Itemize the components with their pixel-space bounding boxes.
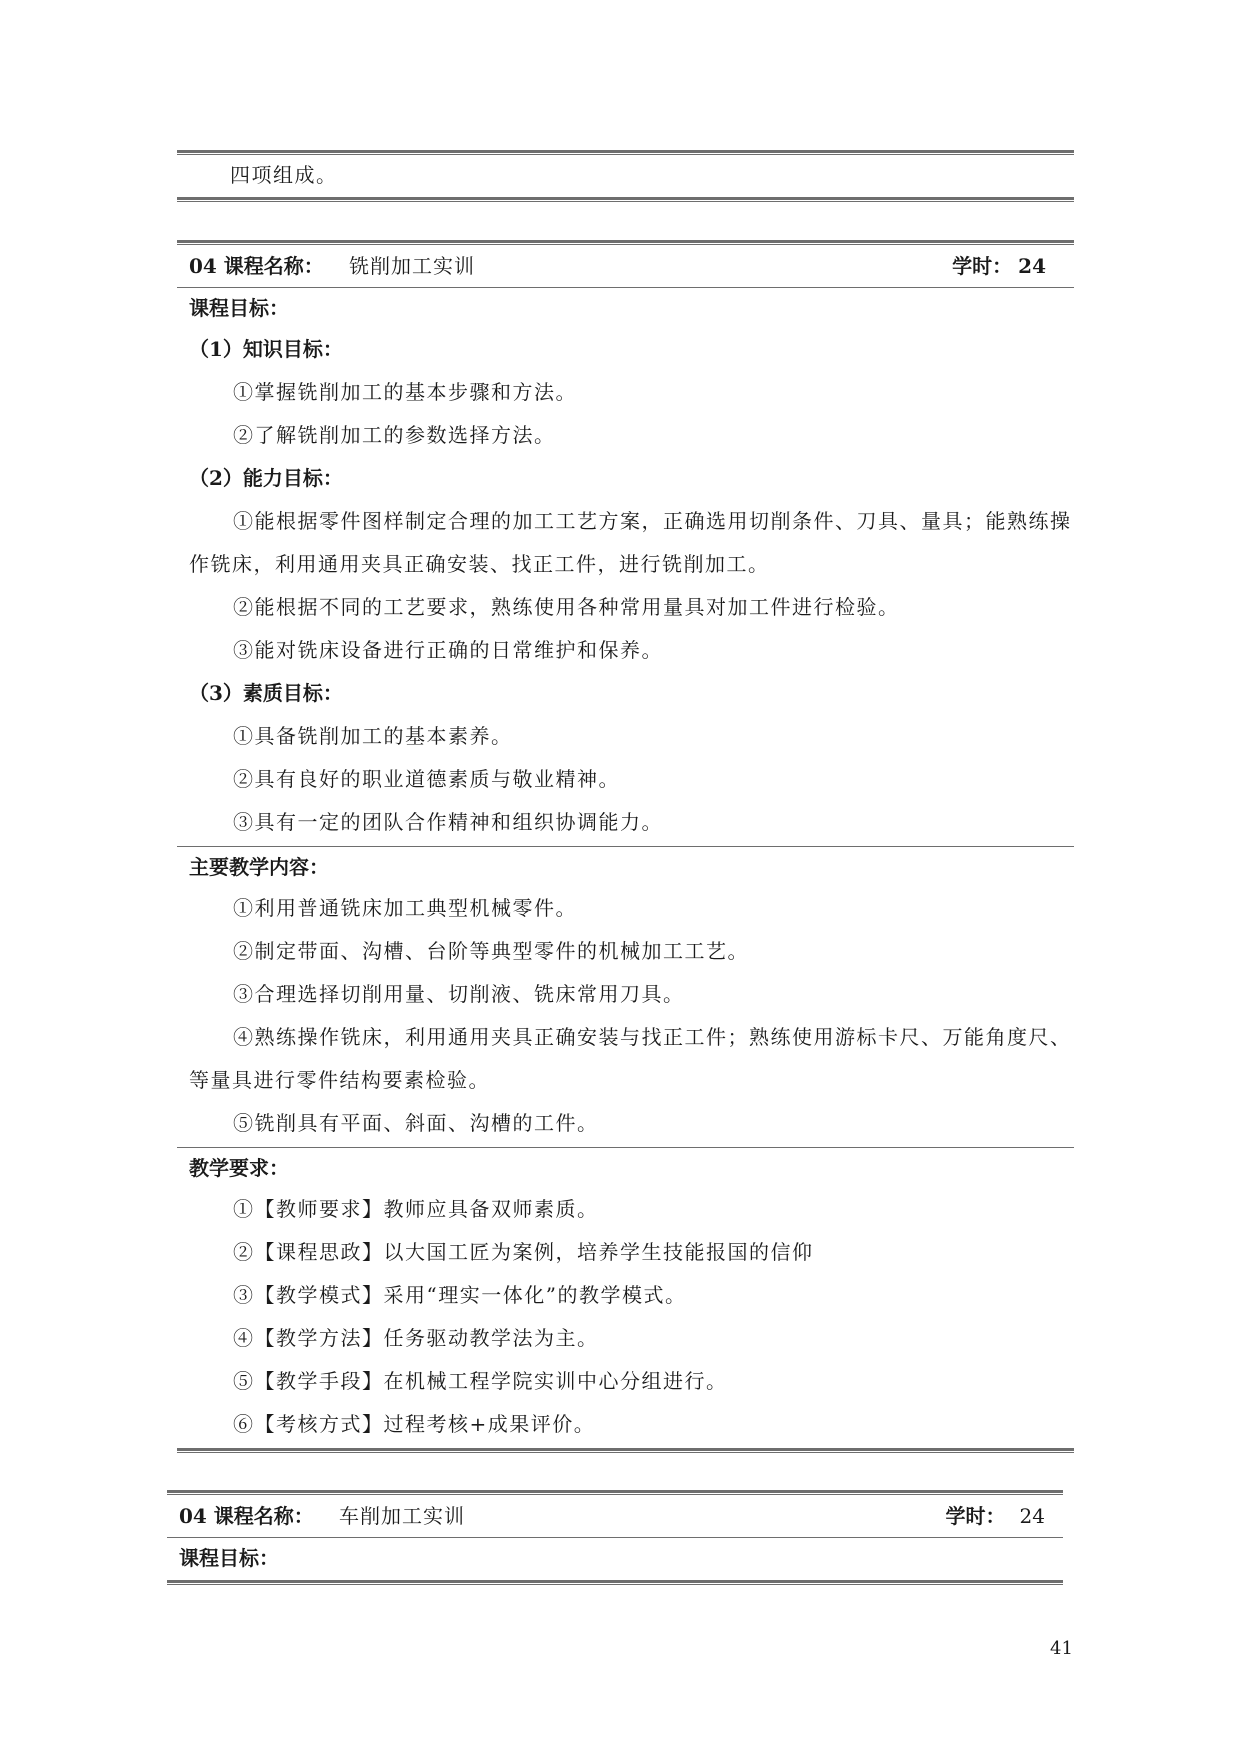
table-border-bottom: [177, 1448, 1074, 1453]
hours-value: 24: [1018, 254, 1046, 278]
list-item: ③【教学模式】采用“理实一体化”的教学模式。: [233, 1283, 687, 1307]
course-name-label: 04 课程名称：: [179, 1504, 314, 1528]
knowledge-title: （1）知识目标：: [189, 337, 343, 361]
list-item: ②制定带面、沟槽、台阶等典型零件的机械加工工艺。: [233, 939, 749, 963]
list-item: ⑥【考核方式】过程考核+成果评价。: [233, 1412, 596, 1436]
table-border-bottom: [177, 197, 1074, 202]
content-title: 主要教学内容：: [189, 855, 329, 879]
paragraph: ④熟练操作铣床，利用通用夹具正确安装与找正工件；熟练使用游标卡尺、万能角度尺、等量具进行零件结构要素检验。: [189, 1025, 1072, 1092]
page-number: 41: [1050, 1638, 1073, 1659]
list-item: ③能对铣床设备进行正确的日常维护和保养。: [233, 638, 663, 662]
list-item: ①利用普通铣床加工典型机械零件。: [233, 896, 577, 920]
list-item: ②【课程思政】以大国工匠为案例，培养学生技能报国的信仰: [233, 1240, 814, 1264]
paragraph: ①能根据零件图样制定合理的加工工艺方案，正确选用切削条件、刀具、量具；能熟练操作铣床，利用通用夹具正确安装、找正工件，进行铣削加工。: [189, 509, 1072, 576]
ability-title: （2）能力目标：: [189, 466, 343, 490]
course-hours: [952, 245, 1046, 287]
objectives-title: 课程目标：: [189, 296, 289, 320]
list-item: ①【教师要求】教师应具备双师素质。: [233, 1197, 599, 1221]
requirements-title: 教学要求：: [189, 1156, 289, 1180]
course-hours: [946, 1495, 1045, 1537]
course-name-label: 04 课程名称：: [189, 254, 324, 278]
list-item: ③具有一定的团队合作精神和组织协调能力。: [233, 810, 663, 834]
list-item: ②具有良好的职业道德素质与敬业精神。: [233, 767, 620, 791]
objectives-title: 课程目标：: [179, 1546, 279, 1570]
list-item: ④【教学方法】任务驱动教学法为主。: [233, 1326, 599, 1350]
course-table-turning: [167, 1490, 1063, 1585]
course-header-row: [167, 1495, 1063, 1537]
continued-text: 四项组成。: [230, 163, 338, 187]
hours-label: 学时：: [945, 1504, 1006, 1528]
course-name: 车削加工实训: [339, 1504, 465, 1528]
continued-table: [177, 150, 1074, 202]
list-item: ⑤【教学手段】在机械工程学院实训中心分组进行。: [233, 1369, 728, 1393]
list-item: ①掌握铣削加工的基本步骤和方法。: [233, 380, 577, 404]
hours-value: 24: [1019, 1504, 1045, 1528]
list-item: ②能根据不同的工艺要求，熟练使用各种常用量具对加工件进行检验。: [233, 595, 900, 619]
course-name: 铣削加工实训: [349, 254, 475, 278]
hours-label: 学时：: [952, 254, 1013, 278]
list-item: ⑤铣削具有平面、斜面、沟槽的工件。: [233, 1111, 599, 1135]
list-item: ①具备铣削加工的基本素养。: [233, 724, 513, 748]
list-item: ②了解铣削加工的参数选择方法。: [233, 423, 556, 447]
quality-title: （3）素质目标：: [189, 681, 343, 705]
list-item: ③合理选择切削用量、切削液、铣床常用刀具。: [233, 982, 685, 1006]
course-header-row: [177, 245, 1074, 287]
course-table-milling: [177, 240, 1074, 1453]
table-border-bottom: [167, 1580, 1063, 1585]
